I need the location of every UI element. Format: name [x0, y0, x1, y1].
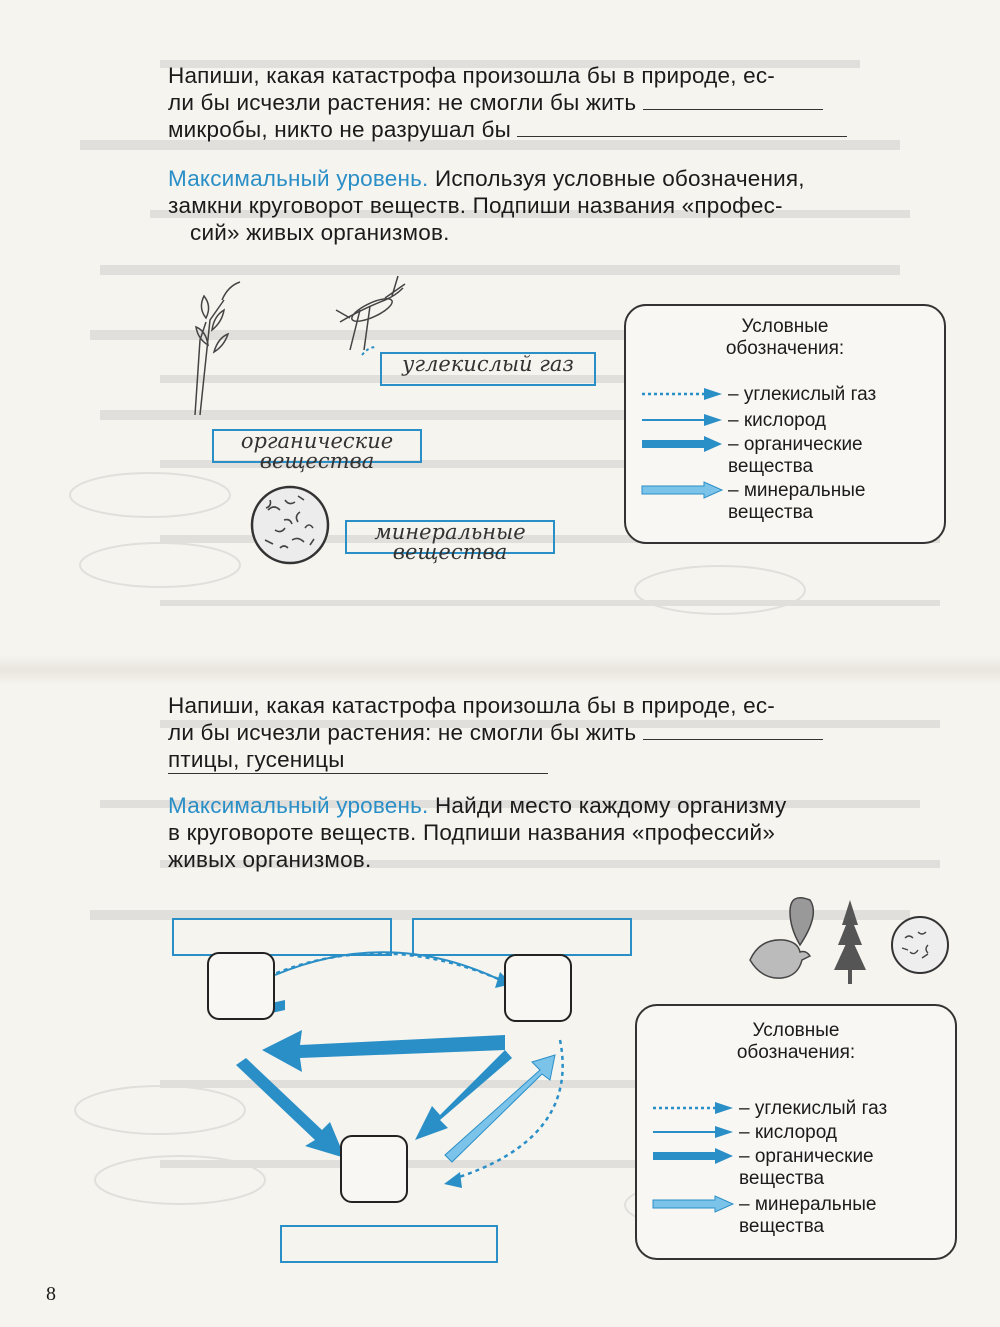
- task1-line2: ли бы исчезли растения: не смогли бы жить: [168, 90, 637, 115]
- grasshopper-icon: [336, 276, 405, 350]
- legend-1-title: Условные обозначения:: [725, 316, 845, 359]
- task2-text: [168, 692, 958, 774]
- legend-2-title: Условные обозначения:: [736, 1020, 856, 1063]
- dotted-arrow-icon: [638, 384, 724, 404]
- microbes-icon: [892, 917, 948, 973]
- legend-1-organic-text: – органические вещества: [728, 434, 863, 477]
- diagram2-organisms: [730, 890, 960, 990]
- squirrel-icon: [750, 898, 813, 978]
- legend-2-organic-text: – органические вещества: [739, 1146, 874, 1189]
- diagram1-box-organic[interactable]: [212, 429, 422, 473]
- legend-1-mineral-text: – минеральные вещества: [728, 480, 866, 523]
- task1-instr1: Используя условные обозначения,: [434, 166, 805, 191]
- legend-2-co2-text: – углекислый газ: [739, 1098, 888, 1119]
- task2-line2: ли бы исчезли растения: не смогли бы жить: [168, 720, 637, 745]
- thin-arrow-icon: [649, 1122, 735, 1142]
- wheat-icon: [195, 282, 240, 415]
- task2-answer-text: птицы, гусеницы: [168, 747, 345, 772]
- thin-arrow-icon: [638, 410, 724, 430]
- legend-2-mineral-text: – минеральные вещества: [739, 1194, 877, 1237]
- task2-answer-line2[interactable]: [168, 746, 548, 774]
- thick-arrow-icon: [638, 434, 724, 454]
- task2-instr1: Найди место каждому организму: [434, 793, 787, 818]
- diagram1-box-co2[interactable]: [380, 352, 596, 386]
- task1-line1: Напиши, какая катастрофа произошла бы в природе, ес-: [168, 63, 775, 88]
- legend-1-co2-text: – углекислый газ: [728, 384, 877, 405]
- legend-1: [624, 304, 946, 544]
- diagram2-label-box-bottom[interactable]: [280, 1225, 498, 1263]
- task1-instr2: замкни круговорот веществ. Подпиши названия «профес-: [168, 193, 783, 218]
- dotted-arrow-icon: [649, 1098, 735, 1118]
- task1-line3: микробы, никто не разрушал бы: [168, 117, 511, 142]
- diagram1-box-mineral[interactable]: [345, 520, 555, 564]
- task2-level-label: Максимальный уровень.: [168, 793, 429, 818]
- task2-instruction: [168, 792, 958, 873]
- diagram2-slot-bottom[interactable]: [340, 1135, 408, 1203]
- light-thick-arrow-icon: [649, 1194, 735, 1214]
- diagram1-label-co2: углекислый газ: [402, 352, 574, 376]
- task1-level-label: Максимальный уровень.: [168, 166, 429, 191]
- diagram1-label-mineral: минеральные вещества: [374, 520, 526, 564]
- diagram1-label-organic: органические вещества: [240, 429, 394, 473]
- legend-2-o2-text: – кислород: [739, 1122, 837, 1143]
- page-number: 8: [46, 1283, 56, 1305]
- legend-2: [635, 1004, 957, 1260]
- task2-instr2: в круговороте веществ. Подпиши названия «профессий»: [168, 820, 776, 845]
- legend-1-o2-text: – кислород: [728, 410, 826, 431]
- fir-tree-icon: [834, 900, 866, 984]
- task1-instr3: сий» живых организмов.: [190, 220, 450, 245]
- diagram2-slot-left[interactable]: [207, 952, 275, 1020]
- diagram2-slot-right[interactable]: [504, 954, 572, 1022]
- task2-answer-line1[interactable]: [643, 739, 823, 740]
- task2-line1: Напиши, какая катастрофа произошла бы в природе, ес-: [168, 693, 775, 718]
- light-thick-arrow-icon: [638, 480, 724, 500]
- microbes-dish-icon: [252, 487, 328, 563]
- diagram2-arrows: [0, 900, 660, 1230]
- thick-arrow-icon: [649, 1146, 735, 1166]
- task2-instr3: живых организмов.: [168, 847, 372, 872]
